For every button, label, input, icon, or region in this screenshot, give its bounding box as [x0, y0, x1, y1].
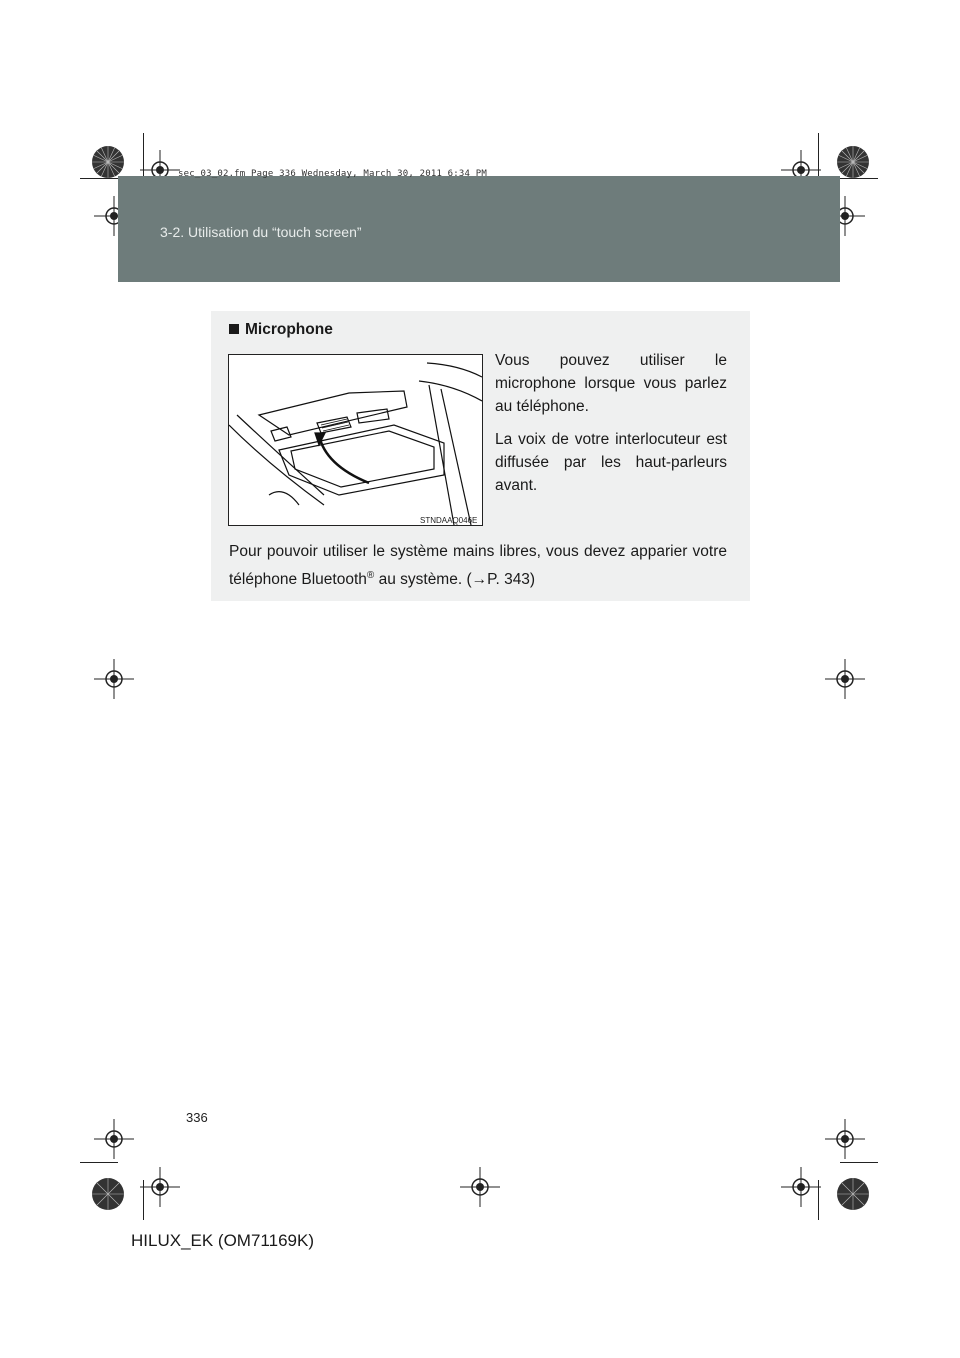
crosshair-mark-icon	[94, 659, 134, 699]
microphone-illustration	[228, 354, 483, 526]
illustration-code: STNDAAQ046E	[420, 516, 478, 525]
crosshair-mark-icon	[140, 1167, 180, 1207]
registration-target-icon	[834, 1175, 872, 1213]
bullet-square-icon	[229, 324, 239, 334]
overhead-console-drawing	[229, 355, 482, 525]
crosshair-mark-icon	[781, 1167, 821, 1207]
document-code: HILUX_EK (OM71169K)	[131, 1231, 314, 1250]
crosshair-mark-icon	[94, 1119, 134, 1159]
paragraph-speakers: La voix de votre interlocuteur est diffusée par les haut-parleurs avant.	[495, 431, 727, 494]
crosshair-mark-icon	[825, 659, 865, 699]
paragraph-bluetooth-pairing	[229, 540, 727, 592]
crosshair-mark-icon	[460, 1167, 500, 1207]
paragraph-bluetooth-text-b: au système. (→P. 343)	[374, 571, 536, 589]
section-title: 3-2. Utilisation du “touch screen”	[160, 224, 362, 240]
section-heading-text: Microphone	[245, 321, 333, 338]
crosshair-mark-icon	[825, 1119, 865, 1159]
registration-target-icon	[89, 1175, 127, 1213]
registered-mark: ®	[366, 570, 375, 581]
file-stamp: sec_03_02.fm Page 336 Wednesday, March 30, 2011 6:34 PM	[178, 169, 488, 179]
paragraph-microphone-use: Vous pouvez utiliser le microphone lorsque vous parlez au téléphone.	[495, 352, 727, 415]
paragraph-bluetooth-text-a: Pour pouvoir utiliser le système mains libres, vous devez apparier votre téléphone Bluetooth	[229, 543, 727, 589]
section-heading	[229, 321, 333, 339]
page-number: 336	[186, 1110, 208, 1125]
